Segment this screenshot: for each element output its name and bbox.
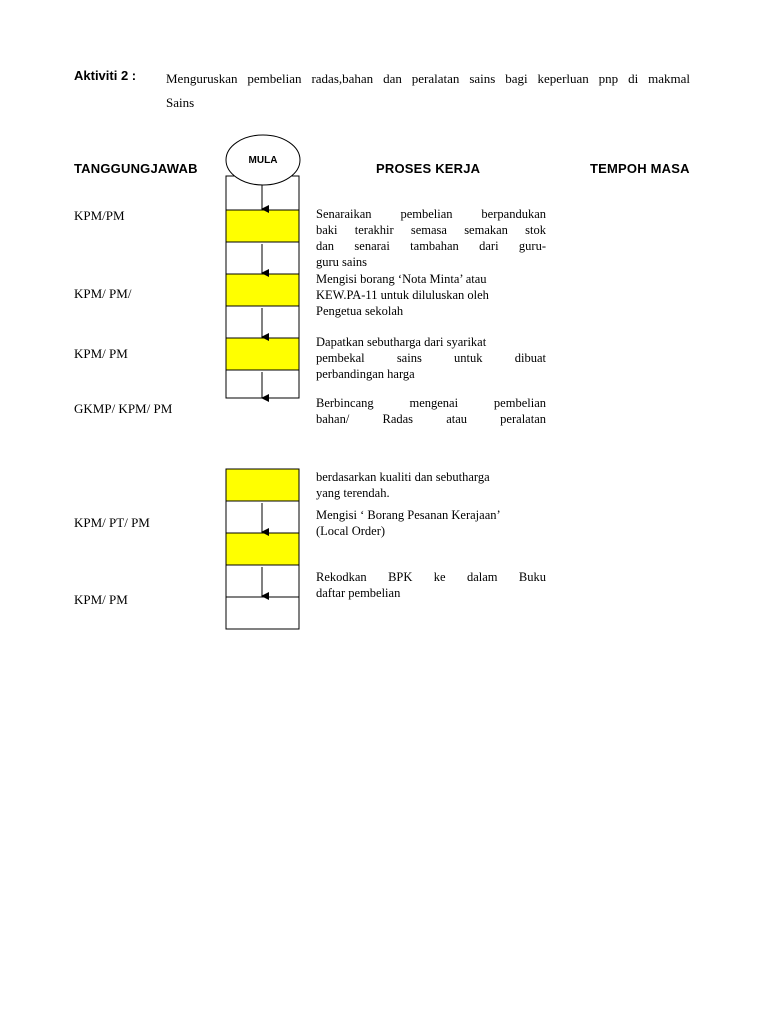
step-description-3: [316, 334, 546, 382]
process-box-2: [226, 274, 299, 306]
step-6-line-2: (Local Order): [316, 524, 386, 538]
step-1-line-4: guru sains: [316, 255, 368, 269]
process-box-3: [226, 338, 299, 370]
activity-label: Aktiviti 2 :: [74, 68, 137, 83]
step-5-line-1: berdasarkan kualiti dan sebutharga: [316, 470, 490, 484]
responsibility-6: KPM/ PM: [74, 592, 128, 607]
step-3-line-3: perbandingan harga: [316, 367, 415, 381]
step-4-line-1: Berbincang mengenai pembelian: [316, 396, 546, 410]
process-box-1: [226, 210, 299, 242]
step-3-line-1: Dapatkan sebutharga dari syarikat: [316, 335, 487, 349]
step-3-line-2: pembekal sains untuk dibuat: [316, 351, 546, 365]
responsibility-5: KPM/ PT/ PM: [74, 515, 150, 530]
responsibility-3: KPM/ PM: [74, 346, 128, 361]
step-4-line-2: bahan/ Radas atau peralatan: [316, 412, 546, 426]
step-6-line-1: Mengisi ‘ Borang Pesanan Kerajaan’: [316, 508, 501, 522]
activity-description-line-1: Menguruskan pembelian radas,bahan dan peralatan sains bagi keperluan pnp di makmal: [166, 71, 690, 86]
step-2-line-3: Pengetua sekolah: [316, 304, 404, 318]
step-1-line-2: baki terakhir semasa semakan stok: [316, 223, 546, 237]
step-description-7: [316, 569, 546, 601]
step-7-line-2: daftar pembelian: [316, 586, 401, 600]
step-description-4: [316, 395, 546, 427]
responsibility-4: GKMP/ KPM/ PM: [74, 401, 173, 416]
responsibility-2: KPM/ PM/: [74, 286, 132, 301]
process-box-4: [226, 469, 299, 501]
step-description-6: [316, 507, 546, 539]
step-1-line-1: Senaraikan pembelian berpandukan: [316, 207, 546, 221]
step-description-1: [316, 206, 546, 270]
step-5-line-2: yang terendah.: [316, 486, 390, 500]
column-header-duration: TEMPOH MASA: [590, 161, 690, 176]
process-box-5: [226, 533, 299, 565]
responsibility-1: KPM/PM: [74, 208, 125, 223]
column-header-process: PROSES KERJA: [376, 161, 481, 176]
step-description-5: [316, 469, 546, 501]
step-description-2: [316, 271, 546, 319]
start-label: MULA: [248, 155, 278, 166]
step-2-line-2: KEW.PA-11 untuk diluluskan oleh: [316, 288, 489, 302]
step-2-line-1: Mengisi borang ‘Nota Minta’ atau: [316, 272, 487, 286]
end-box: [226, 597, 299, 629]
step-1-line-3: dan senarai tambahan dari guru-: [316, 239, 546, 253]
step-7-line-1: Rekodkan BPK ke dalam Buku: [316, 570, 546, 584]
activity-description-line-2: Sains: [166, 95, 195, 110]
column-header-responsibility: TANGGUNGJAWAB: [74, 161, 198, 176]
